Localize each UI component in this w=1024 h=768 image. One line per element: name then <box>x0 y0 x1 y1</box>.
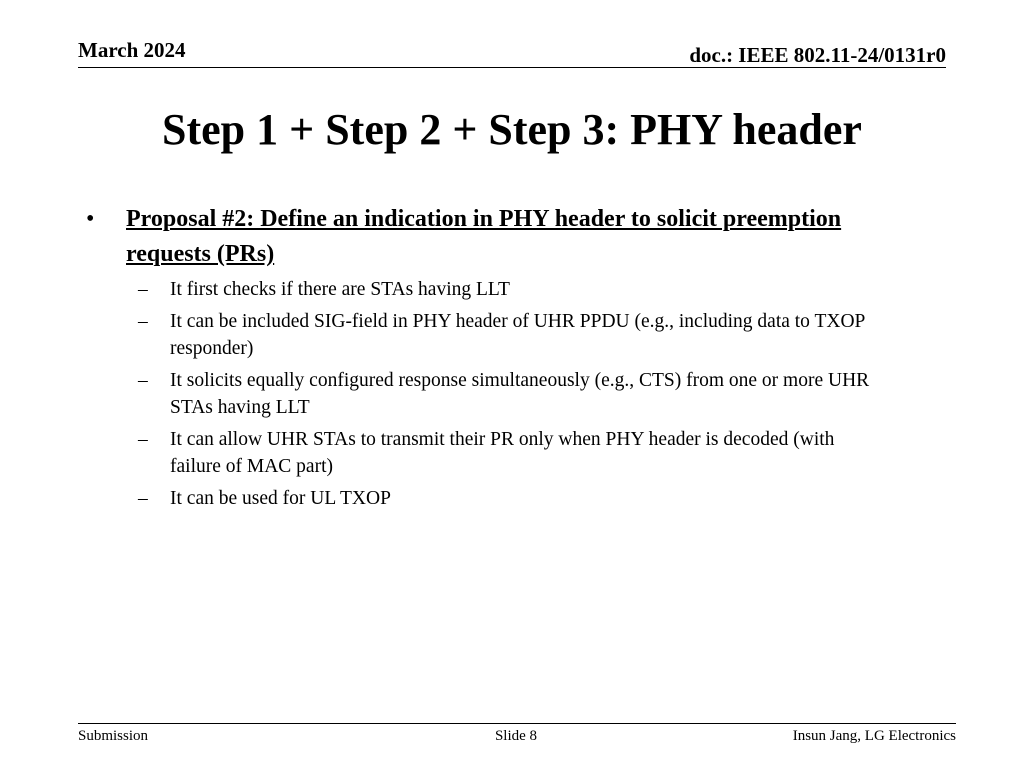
sub-bullet-text: It solicits equally configured response simultaneously (e.g., CTS) from one or more UHR STAs having LLT <box>170 370 870 418</box>
footer-divider <box>78 723 956 724</box>
sub-bullet-item <box>86 485 870 512</box>
footer-submission: Submission <box>78 728 149 744</box>
sub-bullet-text: It can be included SIG-field in PHY header of UHR PPDU (e.g., including data to TXOP responder) <box>170 311 865 359</box>
header-date: March 2024 <box>78 38 186 62</box>
slide-body <box>86 202 956 517</box>
footer-author: Insun Jang, LG Electronics <box>792 728 956 744</box>
sub-bullet-item <box>86 308 870 362</box>
dash-marker: – <box>138 488 148 509</box>
sub-bullet-list <box>86 276 956 512</box>
bullet-marker: • <box>86 206 95 232</box>
sub-bullet-item <box>86 367 870 421</box>
dash-marker: – <box>138 429 148 450</box>
proposal-heading: Proposal #2: Define an indication in PHY header to solicit preemption requests (PRs) <box>126 206 842 267</box>
footer-slide-number: Slide 8 <box>494 728 538 744</box>
sub-bullet-text: It first checks if there are STAs having LLT <box>170 279 510 300</box>
header-divider <box>78 67 946 68</box>
main-bullet <box>86 202 956 272</box>
header-doc-id: doc.: IEEE 802.11-24/0131r0 <box>689 43 946 67</box>
dash-marker: – <box>138 279 148 300</box>
sub-bullet-text: It can be used for UL TXOP <box>170 488 391 509</box>
sub-bullet-item <box>86 426 870 480</box>
slide-title: Step 1 + Step 2 + Step 3: PHY header <box>162 105 862 154</box>
dash-marker: – <box>138 311 148 332</box>
dash-marker: – <box>138 370 148 391</box>
sub-bullet-item <box>86 276 870 303</box>
sub-bullet-text: It can allow UHR STAs to transmit their PR only when PHY header is decoded (with failure of MAC part) <box>170 429 835 477</box>
